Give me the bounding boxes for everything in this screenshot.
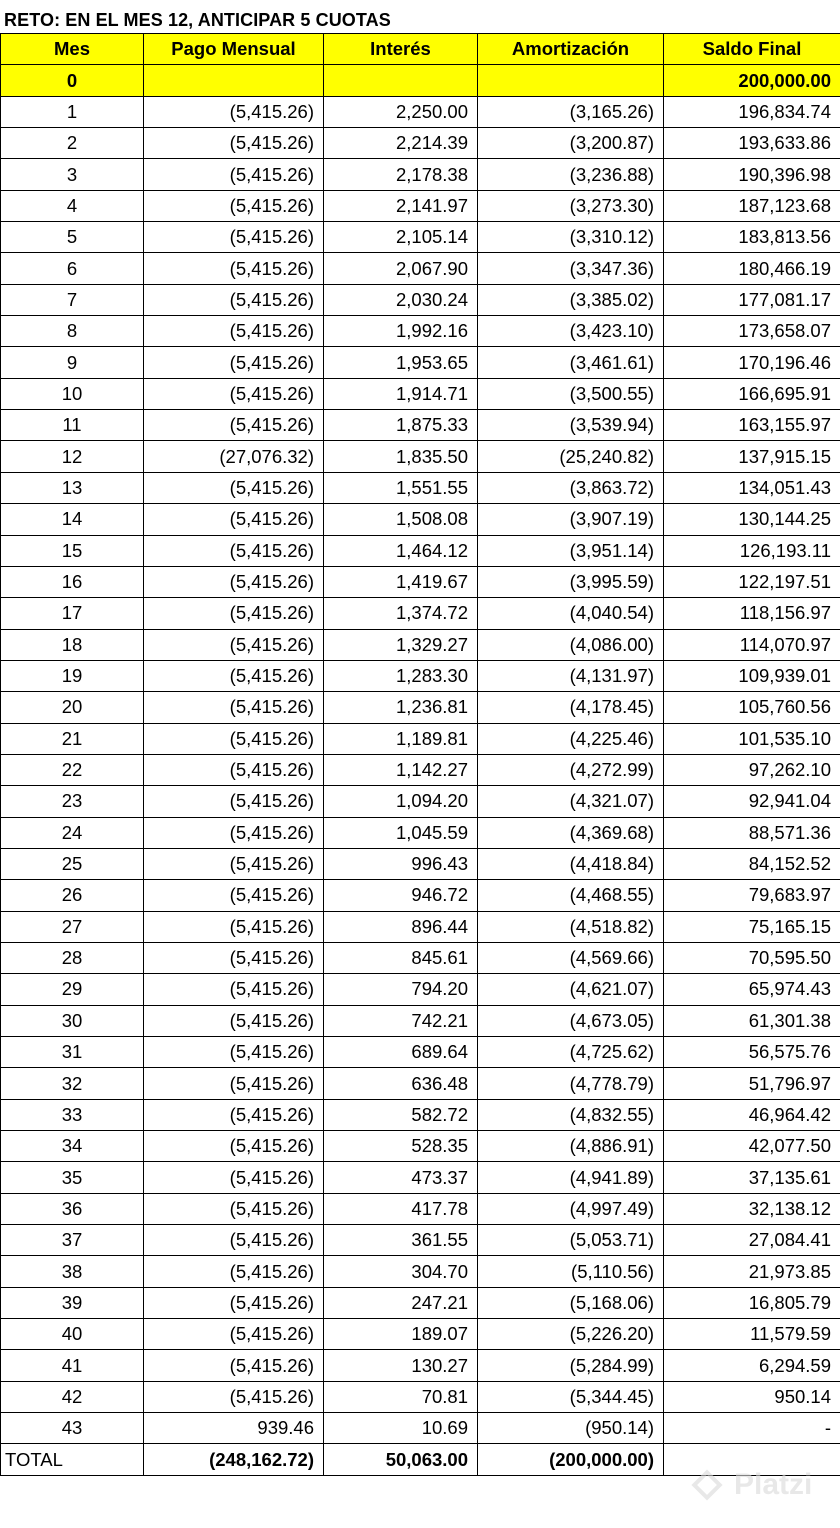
cell-mes[interactable]: 33 (1, 1099, 144, 1130)
cell-mes[interactable]: 32 (1, 1068, 144, 1099)
table-row (1, 504, 840, 535)
cell-amortizacion[interactable]: (4,997.49) (478, 1193, 664, 1224)
cell-mes[interactable]: 1 (1, 96, 144, 127)
header-saldo-final[interactable]: Saldo Final (664, 34, 840, 65)
cell-mes[interactable]: 25 (1, 848, 144, 879)
cell-mes[interactable]: 13 (1, 472, 144, 503)
cell-saldo[interactable]: 122,197.51 (664, 566, 840, 597)
cell-interes[interactable]: 996.43 (324, 848, 478, 879)
cell-saldo[interactable]: 51,796.97 (664, 1068, 840, 1099)
watermark-text: Platzi (734, 1468, 813, 1501)
cell-saldo[interactable]: 109,939.01 (664, 660, 840, 691)
cell-mes[interactable]: 40 (1, 1319, 144, 1350)
cell-pago[interactable]: (5,415.26) (144, 1319, 324, 1350)
cell-saldo[interactable]: 200,000.00 (664, 65, 840, 96)
cell-mes[interactable]: 39 (1, 1287, 144, 1318)
cell-mes[interactable]: 34 (1, 1131, 144, 1162)
table-row (1, 316, 840, 347)
header-pago-mensual[interactable]: Pago Mensual (144, 34, 324, 65)
cell-mes[interactable]: 38 (1, 1256, 144, 1287)
cell-saldo[interactable]: 11,579.59 (664, 1319, 840, 1350)
table-row (1, 1162, 840, 1193)
cell-mes[interactable]: 30 (1, 1005, 144, 1036)
cell-saldo[interactable]: 75,165.15 (664, 911, 840, 942)
cell-pago[interactable]: (5,415.26) (144, 1162, 324, 1193)
table-row (1, 253, 840, 284)
cell-saldo[interactable]: 105,760.56 (664, 692, 840, 723)
cell-mes[interactable]: 3 (1, 159, 144, 190)
cell-pago[interactable]: (5,415.26) (144, 566, 324, 597)
cell-saldo[interactable]: 65,974.43 (664, 974, 840, 1005)
cell-amortizacion[interactable]: (4,673.05) (478, 1005, 664, 1036)
cell-pago[interactable]: (5,415.26) (144, 880, 324, 911)
cell-mes[interactable]: 17 (1, 598, 144, 629)
cell-saldo[interactable]: 196,834.74 (664, 96, 840, 127)
cell-interes[interactable]: 10.69 (324, 1413, 478, 1444)
cell-interes[interactable] (324, 65, 478, 96)
cell-interes[interactable]: 1,464.12 (324, 535, 478, 566)
table-row (1, 566, 840, 597)
cell-interes[interactable]: 845.61 (324, 942, 478, 973)
cell-amortizacion[interactable]: (4,886.91) (478, 1131, 664, 1162)
cell-pago[interactable]: 939.46 (144, 1413, 324, 1444)
header-interes[interactable]: Interés (324, 34, 478, 65)
table-row (1, 1256, 840, 1287)
cell-amortizacion[interactable]: (5,226.20) (478, 1319, 664, 1350)
cell-pago[interactable]: (5,415.26) (144, 660, 324, 691)
cell-mes[interactable]: 23 (1, 786, 144, 817)
cell-interes[interactable]: 1,374.72 (324, 598, 478, 629)
cell-amortizacion[interactable]: (3,995.59) (478, 566, 664, 597)
table-row (1, 660, 840, 691)
cell-saldo[interactable]: 88,571.36 (664, 817, 840, 848)
cell-interes[interactable]: 1,875.33 (324, 410, 478, 441)
cell-mes[interactable]: 11 (1, 410, 144, 441)
table-row (1, 284, 840, 315)
cell-saldo[interactable]: - (664, 1413, 840, 1444)
cell-pago[interactable]: (5,415.26) (144, 410, 324, 441)
cell-pago[interactable]: (5,415.26) (144, 222, 324, 253)
cell-mes[interactable]: 6 (1, 253, 144, 284)
cell-amortizacion[interactable]: (5,168.06) (478, 1287, 664, 1318)
table-row (1, 1193, 840, 1224)
cell-saldo[interactable]: 16,805.79 (664, 1287, 840, 1318)
cell-pago[interactable]: (27,076.32) (144, 441, 324, 472)
total-row (1, 1444, 840, 1475)
cell-amortizacion[interactable]: (4,178.45) (478, 692, 664, 723)
table-row (1, 190, 840, 221)
total-amortizacion[interactable]: (200,000.00) (478, 1444, 664, 1475)
cell-interes[interactable]: 1,914.71 (324, 378, 478, 409)
cell-pago[interactable]: (5,415.26) (144, 190, 324, 221)
cell-saldo[interactable]: 46,964.42 (664, 1099, 840, 1130)
cell-mes[interactable]: 4 (1, 190, 144, 221)
cell-mes[interactable]: 19 (1, 660, 144, 691)
cell-pago[interactable]: (5,415.26) (144, 253, 324, 284)
total-label[interactable]: TOTAL (1, 1444, 144, 1475)
cell-interes[interactable]: 304.70 (324, 1256, 478, 1287)
table-row (1, 848, 840, 879)
cell-mes[interactable]: 2 (1, 128, 144, 159)
cell-pago[interactable]: (5,415.26) (144, 316, 324, 347)
cell-amortizacion[interactable]: (3,863.72) (478, 472, 664, 503)
cell-interes[interactable]: 528.35 (324, 1131, 478, 1162)
cell-interes[interactable]: 473.37 (324, 1162, 478, 1193)
cell-interes[interactable]: 417.78 (324, 1193, 478, 1224)
cell-saldo[interactable]: 126,193.11 (664, 535, 840, 566)
cell-amortizacion[interactable]: (3,165.26) (478, 96, 664, 127)
cell-mes[interactable]: 22 (1, 754, 144, 785)
cell-amortizacion[interactable]: (4,131.97) (478, 660, 664, 691)
table-row (1, 817, 840, 848)
cell-amortizacion[interactable]: (3,347.36) (478, 253, 664, 284)
cell-amortizacion[interactable] (478, 65, 664, 96)
table-row (1, 598, 840, 629)
cell-mes[interactable]: 5 (1, 222, 144, 253)
cell-amortizacion[interactable]: (4,272.99) (478, 754, 664, 785)
table-row (1, 723, 840, 754)
cell-pago[interactable]: (5,415.26) (144, 786, 324, 817)
amortization-table (0, 33, 840, 1476)
cell-saldo[interactable]: 183,813.56 (664, 222, 840, 253)
cell-amortizacion[interactable]: (3,461.61) (478, 347, 664, 378)
cell-amortizacion[interactable]: (3,423.10) (478, 316, 664, 347)
cell-mes[interactable]: 27 (1, 911, 144, 942)
cell-saldo[interactable]: 6,294.59 (664, 1350, 840, 1381)
table-row (1, 1005, 840, 1036)
cell-saldo[interactable]: 134,051.43 (664, 472, 840, 503)
cell-interes[interactable]: 2,030.24 (324, 284, 478, 315)
table-row (1, 378, 840, 409)
table-row (1, 1319, 840, 1350)
cell-amortizacion[interactable]: (4,369.68) (478, 817, 664, 848)
cell-mes[interactable]: 0 (1, 65, 144, 96)
cell-pago[interactable]: (5,415.26) (144, 1193, 324, 1224)
cell-pago[interactable]: (5,415.26) (144, 598, 324, 629)
cell-interes[interactable]: 582.72 (324, 1099, 478, 1130)
cell-saldo[interactable]: 27,084.41 (664, 1225, 840, 1256)
table-row (1, 347, 840, 378)
cell-saldo[interactable]: 79,683.97 (664, 880, 840, 911)
table-row (1, 1037, 840, 1068)
cell-mes[interactable]: 37 (1, 1225, 144, 1256)
cell-mes[interactable]: 35 (1, 1162, 144, 1193)
cell-amortizacion[interactable]: (3,907.19) (478, 504, 664, 535)
table-row (1, 880, 840, 911)
cell-pago[interactable]: (5,415.26) (144, 1099, 324, 1130)
cell-interes[interactable]: 1,835.50 (324, 441, 478, 472)
table-row (1, 1350, 840, 1381)
cell-pago[interactable]: (5,415.26) (144, 1381, 324, 1412)
sheet-title: RETO: EN EL MES 12, ANTICIPAR 5 CUOTAS (4, 10, 391, 30)
cell-saldo[interactable]: 97,262.10 (664, 754, 840, 785)
cell-amortizacion[interactable]: (4,621.07) (478, 974, 664, 1005)
table-row (1, 1413, 840, 1444)
table-row (1, 441, 840, 472)
cell-saldo[interactable]: 92,941.04 (664, 786, 840, 817)
cell-amortizacion[interactable]: (950.14) (478, 1413, 664, 1444)
cell-mes[interactable]: 28 (1, 942, 144, 973)
cell-mes[interactable]: 20 (1, 692, 144, 723)
table-row (1, 1287, 840, 1318)
cell-amortizacion[interactable]: (5,284.99) (478, 1350, 664, 1381)
cell-pago[interactable]: (5,415.26) (144, 504, 324, 535)
table-row (1, 472, 840, 503)
cell-pago[interactable]: (5,415.26) (144, 535, 324, 566)
initial-balance-row (1, 65, 840, 96)
cell-amortizacion[interactable]: (3,539.94) (478, 410, 664, 441)
cell-interes[interactable]: 1,953.65 (324, 347, 478, 378)
table-row (1, 96, 840, 127)
cell-pago[interactable]: (5,415.26) (144, 284, 324, 315)
cell-saldo[interactable]: 37,135.61 (664, 1162, 840, 1193)
cell-pago[interactable]: (5,415.26) (144, 692, 324, 723)
cell-amortizacion[interactable]: (3,200.87) (478, 128, 664, 159)
cell-mes[interactable]: 36 (1, 1193, 144, 1224)
cell-interes[interactable]: 946.72 (324, 880, 478, 911)
cell-pago[interactable]: (5,415.26) (144, 723, 324, 754)
cell-mes[interactable]: 43 (1, 1413, 144, 1444)
table-row (1, 786, 840, 817)
cell-saldo[interactable]: 950.14 (664, 1381, 840, 1412)
cell-saldo[interactable]: 21,973.85 (664, 1256, 840, 1287)
cell-interes[interactable]: 1,992.16 (324, 316, 478, 347)
cell-saldo[interactable]: 84,152.52 (664, 848, 840, 879)
cell-mes[interactable]: 21 (1, 723, 144, 754)
cell-mes[interactable]: 41 (1, 1350, 144, 1381)
header-row (1, 34, 840, 65)
cell-saldo[interactable]: 118,156.97 (664, 598, 840, 629)
cell-pago[interactable] (144, 65, 324, 96)
cell-pago[interactable]: (5,415.26) (144, 159, 324, 190)
cell-saldo[interactable]: 173,658.07 (664, 316, 840, 347)
cell-pago[interactable]: (5,415.26) (144, 974, 324, 1005)
table-row (1, 974, 840, 1005)
cell-interes[interactable]: 1,142.27 (324, 754, 478, 785)
cell-saldo[interactable]: 130,144.25 (664, 504, 840, 535)
header-amortizacion[interactable]: Amortización (478, 34, 664, 65)
cell-saldo[interactable]: 180,466.19 (664, 253, 840, 284)
cell-pago[interactable]: (5,415.26) (144, 1068, 324, 1099)
cell-mes[interactable]: 42 (1, 1381, 144, 1412)
cell-pago[interactable]: (5,415.26) (144, 754, 324, 785)
cell-pago[interactable]: (5,415.26) (144, 817, 324, 848)
cell-mes[interactable]: 16 (1, 566, 144, 597)
cell-interes[interactable]: 2,178.38 (324, 159, 478, 190)
table-row (1, 535, 840, 566)
table-row (1, 1068, 840, 1099)
cell-interes[interactable]: 896.44 (324, 911, 478, 942)
cell-interes[interactable]: 2,067.90 (324, 253, 478, 284)
cell-interes[interactable]: 1,094.20 (324, 786, 478, 817)
cell-pago[interactable]: (5,415.26) (144, 942, 324, 973)
cell-saldo[interactable]: 42,077.50 (664, 1131, 840, 1162)
header-mes[interactable]: Mes (1, 34, 144, 65)
cell-interes[interactable]: 130.27 (324, 1350, 478, 1381)
cell-amortizacion[interactable]: (3,500.55) (478, 378, 664, 409)
cell-amortizacion[interactable]: (4,468.55) (478, 880, 664, 911)
cell-interes[interactable]: 794.20 (324, 974, 478, 1005)
table-row (1, 1131, 840, 1162)
cell-amortizacion[interactable]: (4,941.89) (478, 1162, 664, 1193)
cell-interes[interactable]: 1,551.55 (324, 472, 478, 503)
cell-saldo[interactable]: 193,633.86 (664, 128, 840, 159)
cell-interes[interactable]: 1,236.81 (324, 692, 478, 723)
cell-interes[interactable]: 2,141.97 (324, 190, 478, 221)
cell-pago[interactable]: (5,415.26) (144, 911, 324, 942)
cell-interes[interactable]: 70.81 (324, 1381, 478, 1412)
cell-saldo[interactable]: 101,535.10 (664, 723, 840, 754)
cell-saldo[interactable]: 163,155.97 (664, 410, 840, 441)
cell-mes[interactable]: 29 (1, 974, 144, 1005)
cell-amortizacion[interactable]: (4,725.62) (478, 1037, 664, 1068)
cell-amortizacion[interactable]: (4,040.54) (478, 598, 664, 629)
total-pago[interactable]: (248,162.72) (144, 1444, 324, 1475)
cell-amortizacion[interactable]: (4,418.84) (478, 848, 664, 879)
table-row (1, 754, 840, 785)
cell-pago[interactable]: (5,415.26) (144, 1225, 324, 1256)
table-row (1, 128, 840, 159)
cell-saldo[interactable]: 56,575.76 (664, 1037, 840, 1068)
cell-interes[interactable]: 1,283.30 (324, 660, 478, 691)
cell-amortizacion[interactable]: (4,832.55) (478, 1099, 664, 1130)
table-row (1, 159, 840, 190)
cell-pago[interactable]: (5,415.26) (144, 848, 324, 879)
cell-saldo[interactable]: 166,695.91 (664, 378, 840, 409)
table-row (1, 222, 840, 253)
cell-saldo[interactable]: 137,915.15 (664, 441, 840, 472)
cell-interes[interactable]: 2,105.14 (324, 222, 478, 253)
table-row (1, 1099, 840, 1130)
table-row (1, 692, 840, 723)
cell-amortizacion[interactable]: (25,240.82) (478, 441, 664, 472)
cell-amortizacion[interactable]: (4,569.66) (478, 942, 664, 973)
cell-mes[interactable]: 15 (1, 535, 144, 566)
cell-saldo[interactable]: 32,138.12 (664, 1193, 840, 1224)
cell-pago[interactable]: (5,415.26) (144, 347, 324, 378)
cell-amortizacion[interactable]: (3,236.88) (478, 159, 664, 190)
cell-mes[interactable]: 9 (1, 347, 144, 378)
cell-pago[interactable]: (5,415.26) (144, 96, 324, 127)
cell-saldo[interactable]: 61,301.38 (664, 1005, 840, 1036)
cell-amortizacion[interactable]: (5,053.71) (478, 1225, 664, 1256)
cell-interes[interactable]: 1,419.67 (324, 566, 478, 597)
cell-mes[interactable]: 31 (1, 1037, 144, 1068)
table-row (1, 942, 840, 973)
cell-amortizacion[interactable]: (3,385.02) (478, 284, 664, 315)
cell-pago[interactable]: (5,415.26) (144, 1005, 324, 1036)
cell-amortizacion[interactable]: (4,518.82) (478, 911, 664, 942)
cell-pago[interactable]: (5,415.26) (144, 1037, 324, 1068)
cell-amortizacion[interactable]: (3,273.30) (478, 190, 664, 221)
cell-mes[interactable]: 7 (1, 284, 144, 315)
cell-saldo[interactable]: 114,070.97 (664, 629, 840, 660)
table-row (1, 1225, 840, 1256)
cell-saldo[interactable]: 170,196.46 (664, 347, 840, 378)
cell-amortizacion[interactable]: (5,110.56) (478, 1256, 664, 1287)
table-row (1, 911, 840, 942)
cell-pago[interactable]: (5,415.26) (144, 1131, 324, 1162)
cell-amortizacion[interactable]: (3,310.12) (478, 222, 664, 253)
cell-interes[interactable]: 742.21 (324, 1005, 478, 1036)
cell-interes[interactable]: 636.48 (324, 1068, 478, 1099)
cell-pago[interactable]: (5,415.26) (144, 378, 324, 409)
cell-pago[interactable]: (5,415.26) (144, 1350, 324, 1381)
cell-amortizacion[interactable]: (4,778.79) (478, 1068, 664, 1099)
cell-saldo[interactable]: 190,396.98 (664, 159, 840, 190)
cell-interes[interactable]: 361.55 (324, 1225, 478, 1256)
cell-mes[interactable]: 8 (1, 316, 144, 347)
cell-pago[interactable]: (5,415.26) (144, 1256, 324, 1287)
cell-saldo[interactable]: 187,123.68 (664, 190, 840, 221)
cell-interes[interactable]: 1,045.59 (324, 817, 478, 848)
table-row (1, 629, 840, 660)
cell-interes[interactable]: 189.07 (324, 1319, 478, 1350)
cell-mes[interactable]: 14 (1, 504, 144, 535)
cell-interes[interactable]: 1,189.81 (324, 723, 478, 754)
cell-amortizacion[interactable]: (5,344.45) (478, 1381, 664, 1412)
cell-interes[interactable]: 2,214.39 (324, 128, 478, 159)
cell-pago[interactable]: (5,415.26) (144, 629, 324, 660)
cell-mes[interactable]: 12 (1, 441, 144, 472)
cell-interes[interactable]: 1,508.08 (324, 504, 478, 535)
total-interes[interactable]: 50,063.00 (324, 1444, 478, 1475)
cell-saldo[interactable]: 177,081.17 (664, 284, 840, 315)
cell-saldo[interactable]: 70,595.50 (664, 942, 840, 973)
cell-mes[interactable]: 24 (1, 817, 144, 848)
cell-amortizacion[interactable]: (4,225.46) (478, 723, 664, 754)
cell-mes[interactable]: 26 (1, 880, 144, 911)
cell-amortizacion[interactable]: (4,321.07) (478, 786, 664, 817)
cell-pago[interactable]: (5,415.26) (144, 472, 324, 503)
cell-interes[interactable]: 689.64 (324, 1037, 478, 1068)
cell-interes[interactable]: 2,250.00 (324, 96, 478, 127)
cell-amortizacion[interactable]: (3,951.14) (478, 535, 664, 566)
cell-mes[interactable]: 10 (1, 378, 144, 409)
table-row (1, 410, 840, 441)
cell-interes[interactable]: 247.21 (324, 1287, 478, 1318)
cell-pago[interactable]: (5,415.26) (144, 128, 324, 159)
cell-interes[interactable]: 1,329.27 (324, 629, 478, 660)
cell-amortizacion[interactable]: (4,086.00) (478, 629, 664, 660)
cell-pago[interactable]: (5,415.26) (144, 1287, 324, 1318)
table-row (1, 1381, 840, 1412)
cell-mes[interactable]: 18 (1, 629, 144, 660)
